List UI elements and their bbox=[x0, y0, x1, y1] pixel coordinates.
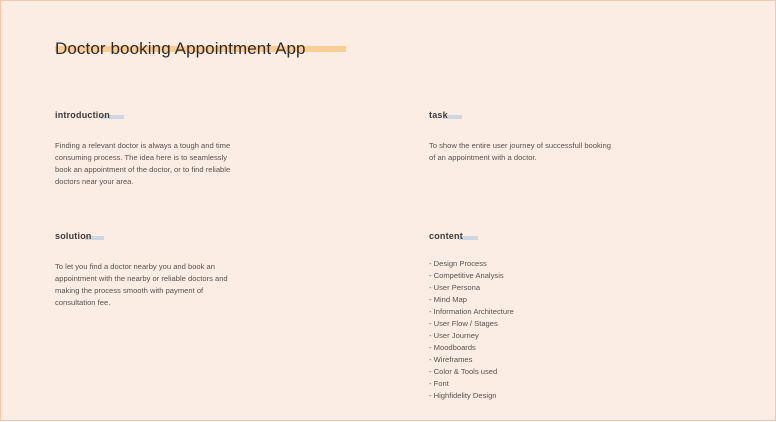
introduction-line: book an appointment of the doctor, or to find reliable bbox=[55, 165, 231, 174]
introduction-heading bbox=[55, 110, 110, 120]
introduction-heading-text: introduction bbox=[55, 110, 110, 120]
introduction-section bbox=[55, 105, 295, 188]
solution-heading bbox=[55, 231, 92, 241]
page-title: Doctor booking Appointment App bbox=[55, 39, 306, 58]
list-item: - User Flow / Stages bbox=[429, 319, 498, 328]
solution-heading-text: solution bbox=[55, 231, 92, 241]
document-page bbox=[1, 1, 775, 420]
task-line: To show the entire user journey of successfull booking bbox=[429, 141, 611, 150]
list-item: - Wireframes bbox=[429, 355, 473, 364]
content-heading-text: content bbox=[429, 231, 463, 241]
task-body bbox=[429, 140, 679, 164]
solution-line: appointment with the nearby or reliable doctors and bbox=[55, 274, 228, 283]
introduction-line: doctors near your area. bbox=[55, 177, 134, 186]
list-item: - Color & Tools used bbox=[429, 367, 498, 376]
solution-section bbox=[55, 226, 295, 309]
introduction-body bbox=[55, 140, 295, 188]
solution-line: making the process smooth with payment of bbox=[55, 286, 204, 295]
list-item: - Mind Map bbox=[429, 295, 467, 304]
list-item: - User Journey bbox=[429, 331, 479, 340]
list-item: - Moodboards bbox=[429, 343, 476, 352]
content-section bbox=[429, 226, 629, 402]
task-heading-text: task bbox=[429, 110, 448, 120]
task-section bbox=[429, 105, 679, 164]
introduction-line: consuming process. The idea here is to seamlessly bbox=[55, 153, 228, 162]
list-item: - Highfidelity Design bbox=[429, 391, 497, 400]
content-list bbox=[429, 258, 629, 402]
content-heading bbox=[429, 231, 463, 241]
list-item: - Information Architecture bbox=[429, 307, 514, 316]
list-item: - Design Process bbox=[429, 259, 487, 268]
title-block bbox=[55, 39, 306, 59]
introduction-line: Finding a relevant doctor is always a tough and time bbox=[55, 141, 231, 150]
solution-body bbox=[55, 261, 295, 309]
task-line: of an appointment with a doctor. bbox=[429, 153, 537, 162]
list-item: - Competitive Analysis bbox=[429, 271, 504, 280]
list-item: - User Persona bbox=[429, 283, 481, 292]
task-heading bbox=[429, 110, 448, 120]
list-item: - Font bbox=[429, 379, 449, 388]
solution-line: consultation fee. bbox=[55, 298, 111, 307]
solution-line: To let you find a doctor nearby you and book an bbox=[55, 262, 215, 271]
